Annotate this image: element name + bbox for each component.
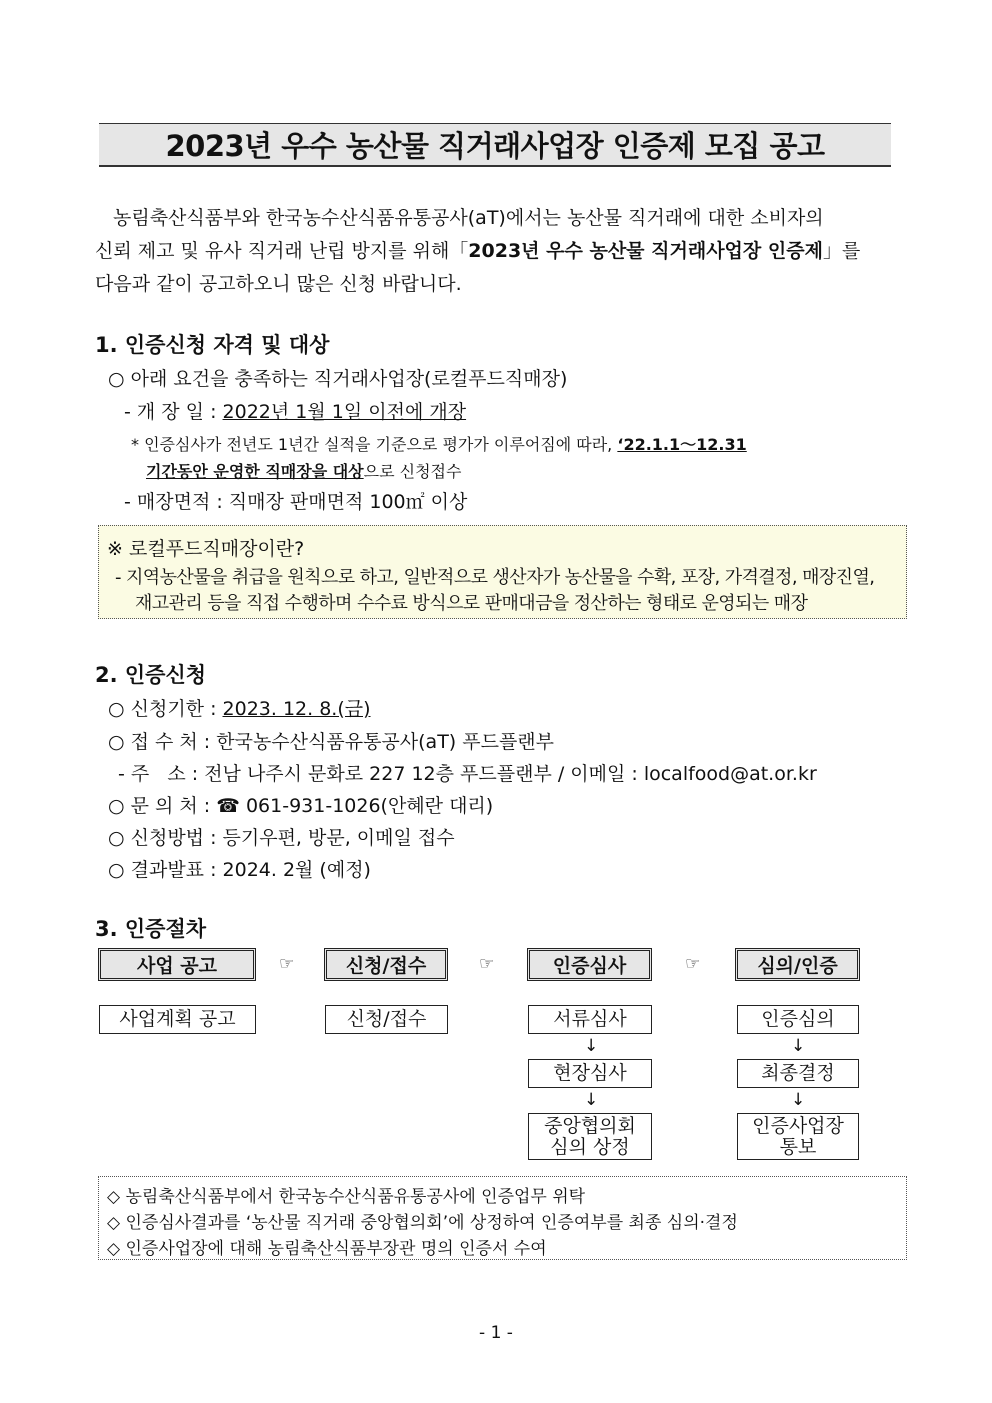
- down-arrow-icon: ↓: [791, 1090, 806, 1110]
- procedure-note-3: ◇ 인증사업장에 대해 농림축산식품부장관 명의 인증서 수여: [107, 1239, 547, 1259]
- section1-heading: 1. 인증신청 자격 및 대상: [95, 333, 330, 357]
- section1-bullet: ○ 아래 요건을 충족하는 직거래사업장(로컬푸드직매장): [108, 368, 568, 390]
- pointing-hand-icon: ☞: [479, 954, 495, 974]
- section2-heading: 2. 인증신청: [95, 663, 207, 687]
- deadline-label: ○ 신청기한 :: [108, 698, 223, 720]
- intro-line-3: 다음과 같이 공고하오니 많은 신청 바랍니다.: [95, 273, 462, 295]
- section2-contact: [108, 791, 493, 818]
- section1-area: - 매장면적 : 직매장 판매면적 100㎡ 이상: [124, 491, 468, 513]
- pointing-hand-icon: ☞: [685, 954, 701, 974]
- procedure-notes-box: [98, 1176, 907, 1260]
- note-period: ‘22.1.1～12.31: [617, 435, 747, 454]
- definition-line-1: - 지역농산물을 취급을 원칙으로 하고, 일반적으로 생산자가 농산물을 수확, 포장, 가격결정, 매장진열,: [115, 567, 875, 588]
- section2-result: ○ 결과발표 : 2024. 2월 (예정): [108, 859, 371, 881]
- flow-head-review: 인증심사: [527, 948, 652, 981]
- section1-note-line-2: [146, 459, 461, 482]
- intro-line-2-pre: 신뢰 제고 및 유사 직거래 난립 방지를 위해「: [95, 240, 469, 262]
- open-date-value: 2022년 1월 1일 이전에 개장: [222, 401, 467, 423]
- pointing-hand-icon: ☞: [279, 954, 295, 974]
- section2-receiver: ○ 접 수 처 : 한국농수산식품유통공사(aT) 푸드플랜부: [108, 731, 555, 753]
- flow-head-apply: 신청/접수: [324, 948, 448, 981]
- section1-open-date: [124, 397, 466, 424]
- intro-line-2-bold: 2023년 우수 농산물 직거래사업장 인증제: [468, 240, 823, 262]
- intro-line-1: 농림축산식품부와 한국농수산식품유통공사(aT)에서는 농산물 직거래에 대한 소비자의: [113, 207, 824, 229]
- down-arrow-icon: ↓: [584, 1036, 599, 1056]
- section2-deadline: [108, 694, 371, 721]
- phone-icon: ☎: [216, 795, 240, 817]
- section3-heading: 3. 인증절차: [95, 917, 207, 941]
- procedure-note-1: ◇ 농림축산식품부에서 한국농수산식품유통공사에 인증업무 위탁: [107, 1187, 586, 1207]
- flow-box-council-submit: 중앙협의회 심의 상정: [528, 1113, 652, 1160]
- flow-box-apply: 신청/접수: [325, 1005, 448, 1034]
- procedure-note-2: ◇ 인증심사결과를 ‘농산물 직거래 중앙협의회’에 상정하여 인증여부를 최종 심의·결정: [107, 1213, 738, 1233]
- deadline-value: 2023. 12. 8.(금): [222, 698, 371, 720]
- section2-address: - 주 소 : 전남 나주시 문화로 227 12층 푸드플랜부 / 이메일 : localfood@at.or.kr: [118, 763, 817, 785]
- localfood-definition-box: [98, 525, 907, 619]
- section1-note-line-1: [131, 432, 747, 455]
- intro-line-2-post: 」를: [822, 240, 861, 262]
- page-title: [99, 123, 891, 167]
- section2-method: ○ 신청방법 : 등기우편, 방문, 이메일 접수: [108, 827, 455, 849]
- definition-line-2: 재고관리 등을 직접 수행하며 수수료 방식으로 판매대금을 정산하는 형태로 운영되는 매장: [135, 593, 808, 614]
- contact-value: 061-931-1026(안혜란 대리): [239, 795, 494, 817]
- note-text: * 인증심사가 전년도 1년간 실적을 기준으로 평가가 이루어짐에 따라,: [131, 435, 618, 454]
- flow-box-document-review: 서류심사: [528, 1005, 652, 1034]
- flow-head-announce: 사업 공고: [98, 948, 256, 981]
- intro-line-2: [95, 235, 897, 268]
- flow-box-plan-announce: 사업계획 공고: [99, 1005, 256, 1034]
- open-date-label: - 개 장 일 :: [124, 401, 223, 423]
- intro-paragraph: [95, 202, 897, 301]
- flow-box-site-review: 현장심사: [528, 1059, 652, 1088]
- down-arrow-icon: ↓: [791, 1036, 806, 1056]
- page-number: - 1 -: [479, 1323, 513, 1343]
- down-arrow-icon: ↓: [584, 1090, 599, 1110]
- flow-box-final-decision: 최종결정: [737, 1059, 859, 1088]
- flow-box-cert-deliberation: 인증심의: [737, 1005, 859, 1034]
- page-title-text: 2023년 우수 농산물 직거래사업장 인증제 모집 공고: [165, 129, 825, 163]
- note-post: 으로 신청접수: [363, 462, 462, 481]
- definition-title: ※ 로컬푸드직매장이란?: [107, 538, 305, 560]
- note-target: 기간동안 운영한 직매장을 대상: [146, 462, 364, 481]
- flow-box-notify: 인증사업장 통보: [737, 1113, 859, 1160]
- flow-head-certify: 심의/인증: [735, 948, 860, 981]
- contact-label: ○ 문 의 처 :: [108, 795, 217, 817]
